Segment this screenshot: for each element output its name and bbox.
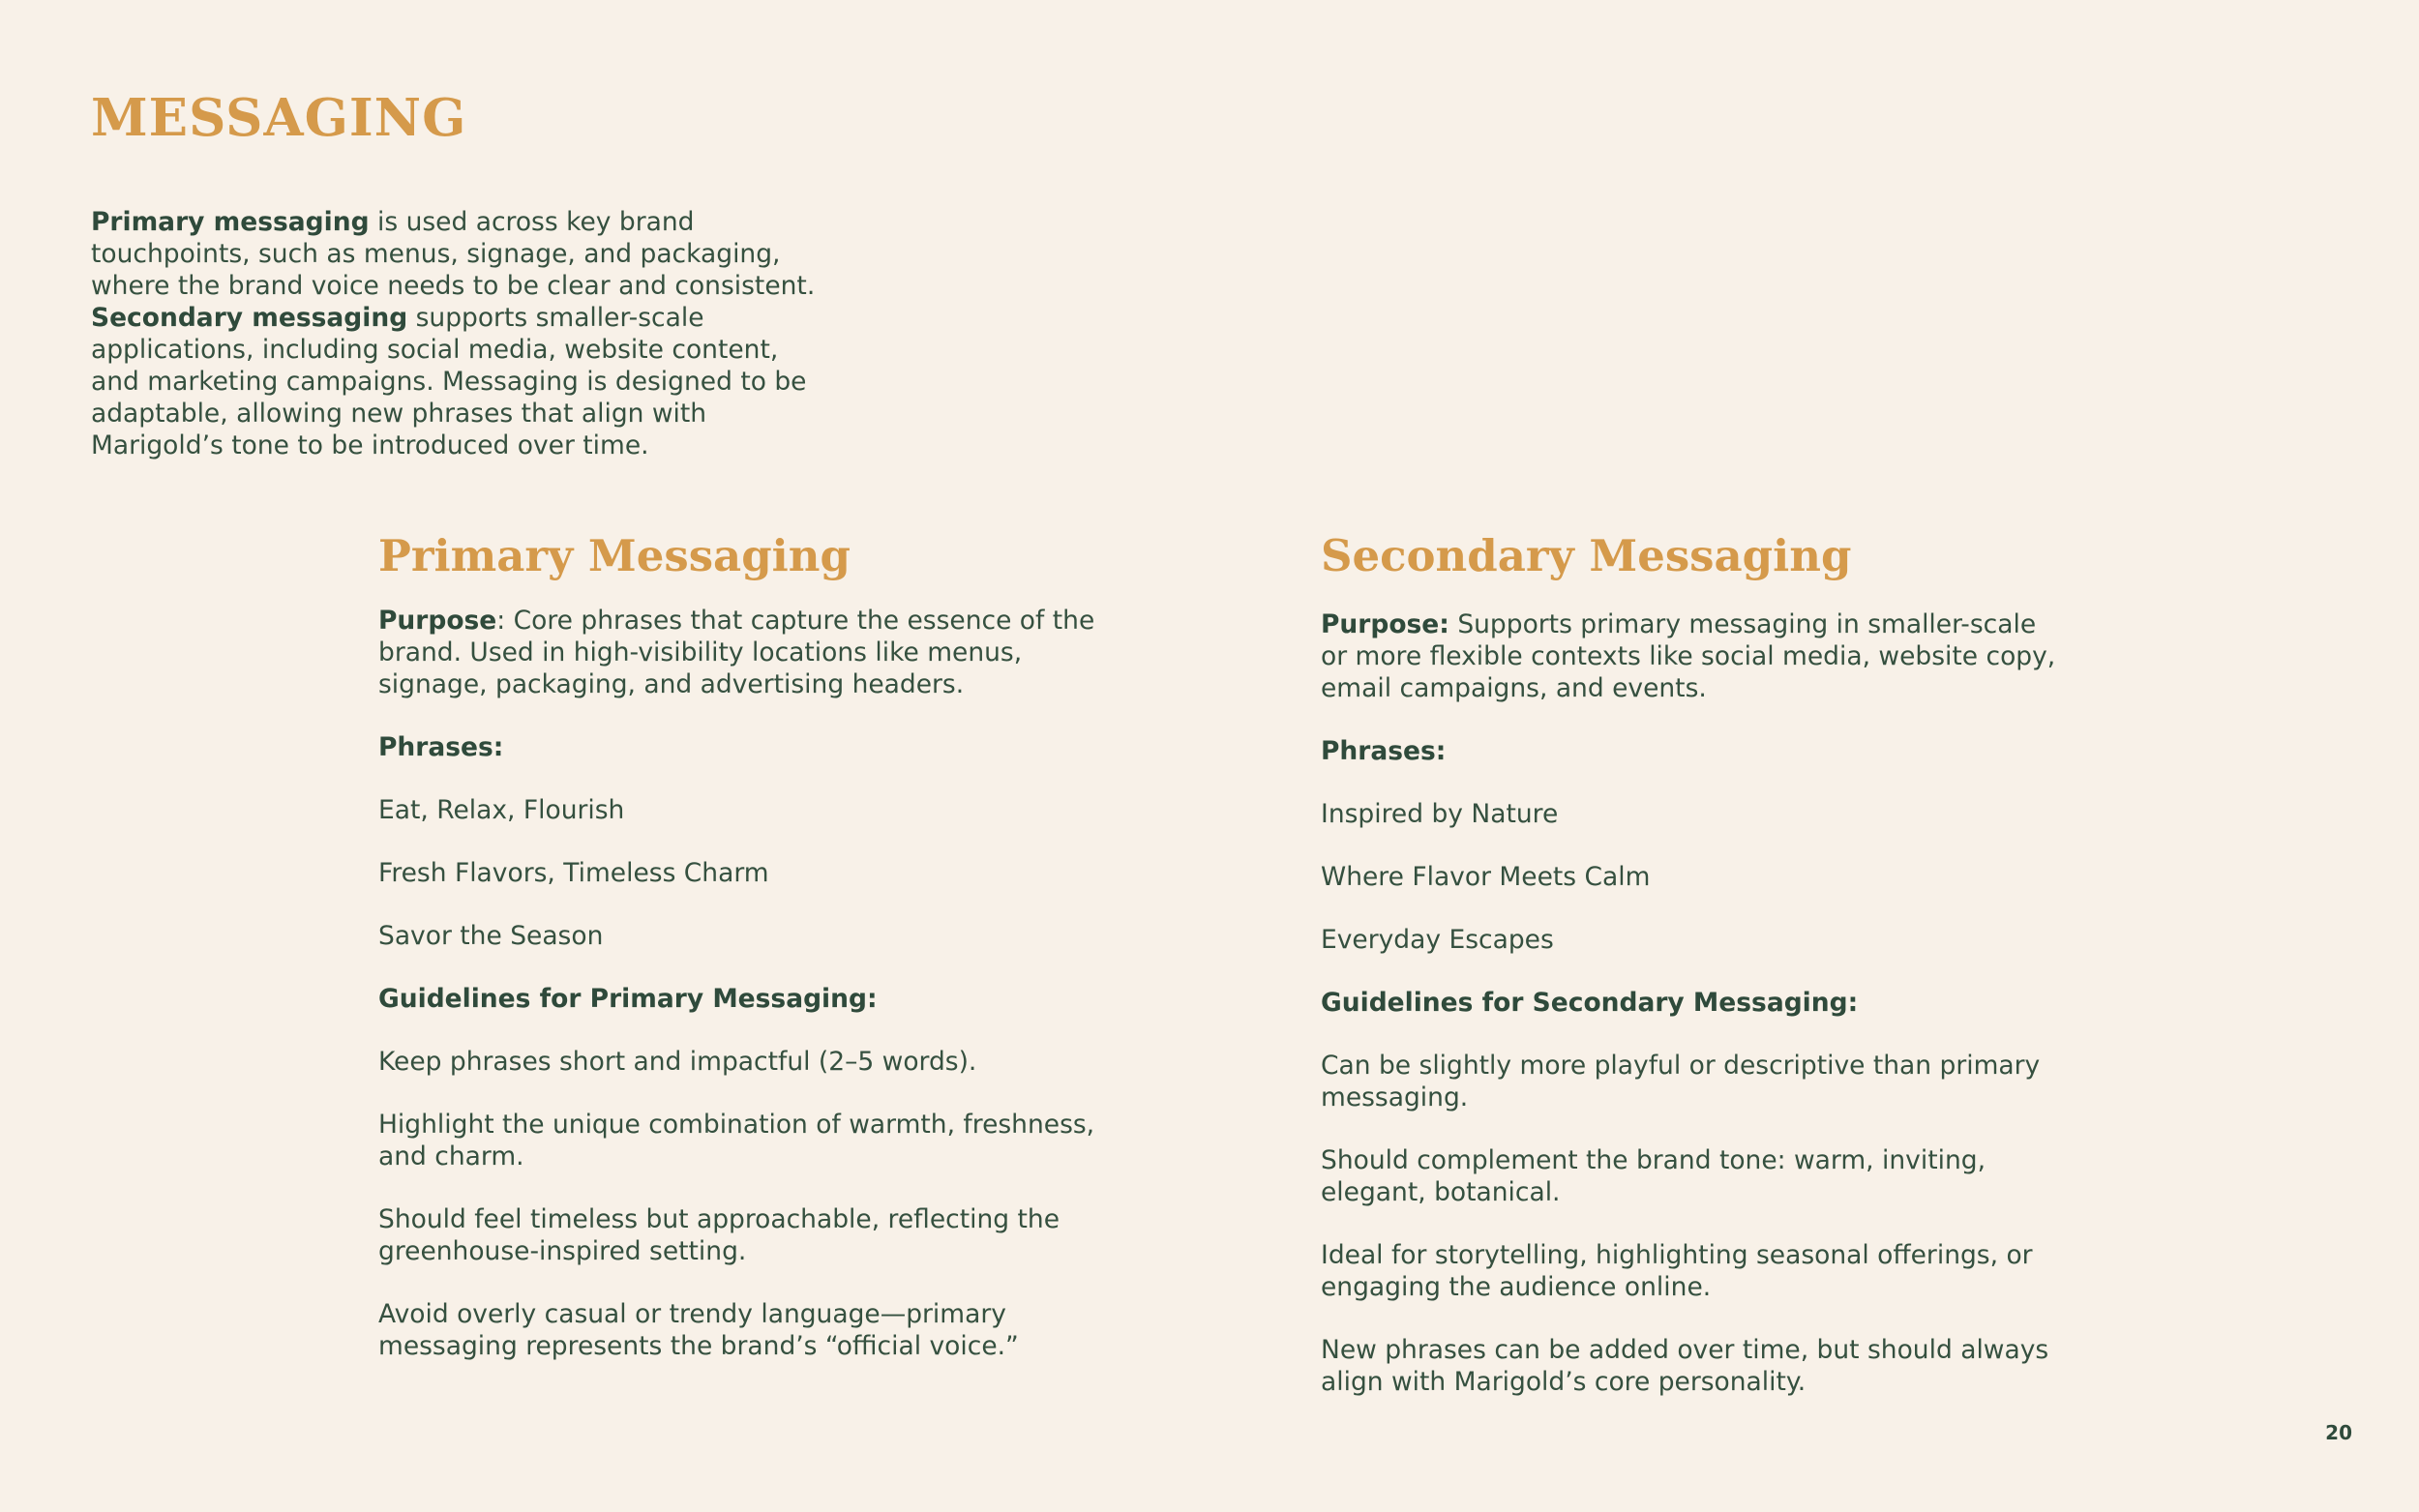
primary-phrase-1: Eat, Relax, Flourish bbox=[378, 795, 625, 825]
secondary-messaging-section bbox=[1321, 529, 2056, 1398]
primary-purpose bbox=[378, 605, 1114, 700]
page-number: 20 bbox=[2325, 1421, 2352, 1444]
primary-phrases-label: Phrases: bbox=[378, 732, 504, 762]
primary-purpose-label: Purpose bbox=[378, 606, 497, 636]
primary-guideline-1: Keep phrases short and impactful (2–5 words). bbox=[378, 1047, 977, 1077]
primary-guideline-3: Should feel timeless but approachable, reflecting the greenhouse-inspired setting. bbox=[378, 1204, 1060, 1266]
secondary-phrase-2: Where Flavor Meets Calm bbox=[1321, 862, 1651, 892]
intro-secondary-bold: Secondary messaging bbox=[91, 303, 408, 333]
primary-messaging-section bbox=[378, 529, 1114, 1362]
primary-guideline-4: Avoid overly casual or trendy language—primary messaging represents the brand’s “official voice.” bbox=[378, 1299, 1019, 1361]
secondary-phrase-3: Everyday Escapes bbox=[1321, 925, 1554, 955]
secondary-purpose-label: Purpose: bbox=[1321, 609, 1449, 639]
page-title: MESSAGING bbox=[91, 88, 467, 148]
primary-phrase-3: Savor the Season bbox=[378, 921, 604, 951]
primary-phrase-2: Fresh Flavors, Timeless Charm bbox=[378, 858, 769, 888]
secondary-guidelines-label: Guidelines for Secondary Messaging: bbox=[1321, 988, 1859, 1018]
secondary-guideline-4: New phrases can be added over time, but should always align with Marigold’s core personality. bbox=[1321, 1335, 2049, 1397]
primary-guidelines-label: Guidelines for Primary Messaging: bbox=[378, 984, 878, 1014]
secondary-messaging-title: Secondary Messaging bbox=[1321, 530, 1852, 581]
intro-paragraph bbox=[91, 206, 826, 461]
intro-primary-text: is used across key brand touchpoints, such as menus, signage, and packaging, where the brand voice needs to be clear and consistent. bbox=[91, 207, 816, 301]
primary-messaging-title: Primary Messaging bbox=[378, 530, 851, 581]
secondary-purpose bbox=[1321, 608, 2056, 704]
primary-guideline-2: Highlight the unique combination of warmth, freshness, and charm. bbox=[378, 1110, 1095, 1171]
secondary-phrase-1: Inspired by Nature bbox=[1321, 799, 1559, 829]
intro-secondary-text: supports smaller-scale applications, including social media, website content, and marketing campaigns. Messaging is designed to be adaptable, allowing new phrases that align with Marigold’s tone to be introduced over time. bbox=[91, 303, 807, 460]
secondary-guideline-2: Should complement the brand tone: warm, inviting, elegant, botanical. bbox=[1321, 1145, 1986, 1207]
secondary-phrases-label: Phrases: bbox=[1321, 736, 1447, 766]
secondary-guideline-3: Ideal for storytelling, highlighting seasonal offerings, or engaging the audience online. bbox=[1321, 1240, 2033, 1302]
secondary-guideline-1: Can be slightly more playful or descriptive than primary messaging. bbox=[1321, 1051, 2041, 1112]
intro-primary-bold: Primary messaging bbox=[91, 207, 370, 237]
primary-purpose-text: : Core phrases that capture the essence of the brand. Used in high-visibility locations like menus, signage, packaging, and advertising headers. bbox=[378, 606, 1095, 699]
secondary-purpose-text: Supports primary messaging in smaller-scale or more flexible contexts like social media, website copy, email campaigns, and events. bbox=[1321, 609, 2056, 703]
